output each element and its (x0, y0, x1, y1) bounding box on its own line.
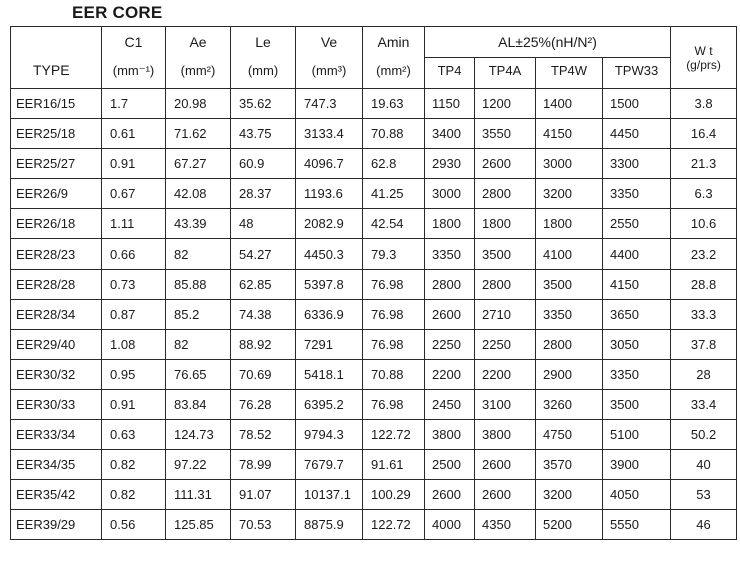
table-row (11, 480, 737, 510)
cell-le: 54.27 (231, 239, 296, 269)
cell-tp4w: 3260 (536, 389, 603, 419)
cell-le: 88.92 (231, 329, 296, 359)
page-title: EER CORE (72, 3, 163, 22)
cell-c1: 0.66 (102, 239, 166, 269)
cell-tp4w: 3350 (536, 299, 603, 329)
cell-type: EER28/23 (11, 239, 102, 269)
cell-amin: 62.8 (363, 149, 425, 179)
cell-type: EER34/35 (11, 450, 102, 480)
cell-wt: 53 (671, 480, 737, 510)
cell-wt: 50.2 (671, 420, 737, 450)
cell-ae: 20.98 (166, 89, 231, 119)
col-header-tpw33: TPW33 (603, 58, 671, 89)
col-header-type-label: TYPE (33, 62, 70, 78)
cell-type: EER28/28 (11, 269, 102, 299)
cell-tp4: 3000 (425, 179, 475, 209)
cell-amin: 70.88 (363, 359, 425, 389)
col-header-ve: Ve (296, 27, 363, 58)
cell-tp4w: 5200 (536, 510, 603, 540)
cell-le: 60.9 (231, 149, 296, 179)
cell-tp4: 2930 (425, 149, 475, 179)
cell-ae: 85.2 (166, 299, 231, 329)
col-header-le: Le (231, 27, 296, 58)
cell-tp4w: 1800 (536, 209, 603, 239)
table-row (11, 420, 737, 450)
cell-amin: 76.98 (363, 389, 425, 419)
table-row (11, 119, 737, 149)
cell-ve: 4096.7 (296, 149, 363, 179)
col-header-tp4w: TP4W (536, 58, 603, 89)
cell-tpw33: 4450 (603, 119, 671, 149)
cell-ae: 71.62 (166, 119, 231, 149)
cell-ve: 9794.3 (296, 420, 363, 450)
cell-le: 76.28 (231, 389, 296, 419)
cell-wt: 28 (671, 359, 737, 389)
cell-tp4a: 2250 (475, 329, 536, 359)
col-unit-c1: (mm⁻¹) (102, 58, 166, 89)
cell-tpw33: 5100 (603, 420, 671, 450)
cell-c1: 0.82 (102, 450, 166, 480)
cell-wt: 16.4 (671, 119, 737, 149)
cell-tpw33: 3500 (603, 389, 671, 419)
cell-tp4a: 2800 (475, 269, 536, 299)
cell-tp4a: 3100 (475, 389, 536, 419)
cell-tp4w: 1400 (536, 89, 603, 119)
cell-le: 74.38 (231, 299, 296, 329)
cell-tp4a: 2800 (475, 179, 536, 209)
cell-ve: 4450.3 (296, 239, 363, 269)
eer-core-table (10, 26, 737, 540)
cell-c1: 0.91 (102, 389, 166, 419)
cell-c1: 0.61 (102, 119, 166, 149)
cell-tp4a: 3550 (475, 119, 536, 149)
col-header-amin: Amin (363, 27, 425, 58)
cell-tp4: 2800 (425, 269, 475, 299)
cell-amin: 79.3 (363, 239, 425, 269)
cell-tp4a: 1200 (475, 89, 536, 119)
header-row-units (11, 58, 737, 89)
cell-wt: 40 (671, 450, 737, 480)
cell-le: 78.99 (231, 450, 296, 480)
cell-ae: 82 (166, 239, 231, 269)
cell-ae: 125.85 (166, 510, 231, 540)
cell-tp4a: 1800 (475, 209, 536, 239)
cell-c1: 0.95 (102, 359, 166, 389)
cell-type: EER29/40 (11, 329, 102, 359)
cell-c1: 0.63 (102, 420, 166, 450)
cell-amin: 122.72 (363, 420, 425, 450)
cell-c1: 0.91 (102, 149, 166, 179)
table-row (11, 359, 737, 389)
col-header-wt-unit: (g/prs) (686, 57, 721, 72)
cell-ae: 85.88 (166, 269, 231, 299)
cell-tp4: 2250 (425, 329, 475, 359)
cell-le: 91.07 (231, 480, 296, 510)
cell-tp4: 2600 (425, 299, 475, 329)
cell-le: 28.37 (231, 179, 296, 209)
cell-le: 48 (231, 209, 296, 239)
table-row (11, 149, 737, 179)
cell-tpw33: 1500 (603, 89, 671, 119)
cell-ve: 8875.9 (296, 510, 363, 540)
cell-tp4a: 3800 (475, 420, 536, 450)
col-header-al: AL±25%(nH/N²) (425, 27, 671, 58)
cell-type: EER39/29 (11, 510, 102, 540)
cell-amin: 42.54 (363, 209, 425, 239)
cell-tp4a: 2710 (475, 299, 536, 329)
cell-tpw33: 4050 (603, 480, 671, 510)
cell-type: EER30/33 (11, 389, 102, 419)
cell-ve: 10137.1 (296, 480, 363, 510)
col-unit-ve: (mm³) (296, 58, 363, 89)
cell-type: EER33/34 (11, 420, 102, 450)
cell-amin: 70.88 (363, 119, 425, 149)
cell-tp4: 1150 (425, 89, 475, 119)
cell-type: EER30/32 (11, 359, 102, 389)
cell-tp4w: 3000 (536, 149, 603, 179)
cell-type: EER26/18 (11, 209, 102, 239)
table-row (11, 209, 737, 239)
cell-tp4a: 3500 (475, 239, 536, 269)
cell-le: 62.85 (231, 269, 296, 299)
cell-c1: 1.08 (102, 329, 166, 359)
table-row (11, 269, 737, 299)
cell-ve: 5397.8 (296, 269, 363, 299)
col-unit-le: (mm) (231, 58, 296, 89)
cell-tp4w: 3200 (536, 179, 603, 209)
cell-tp4: 3800 (425, 420, 475, 450)
cell-tp4: 2600 (425, 480, 475, 510)
cell-wt: 33.3 (671, 299, 737, 329)
header-row-labels (11, 27, 737, 58)
col-unit-ae: (mm²) (166, 58, 231, 89)
cell-ve: 7679.7 (296, 450, 363, 480)
cell-le: 35.62 (231, 89, 296, 119)
cell-amin: 76.98 (363, 269, 425, 299)
cell-tp4w: 2900 (536, 359, 603, 389)
col-header-type (11, 27, 102, 89)
cell-ve: 2082.9 (296, 209, 363, 239)
cell-ae: 111.31 (166, 480, 231, 510)
cell-ve: 1193.6 (296, 179, 363, 209)
cell-type: EER25/27 (11, 149, 102, 179)
cell-tp4a: 2600 (475, 450, 536, 480)
cell-tpw33: 3900 (603, 450, 671, 480)
cell-wt: 3.8 (671, 89, 737, 119)
cell-tpw33: 3650 (603, 299, 671, 329)
cell-tp4w: 3500 (536, 269, 603, 299)
col-header-wt (671, 27, 737, 89)
cell-amin: 41.25 (363, 179, 425, 209)
col-header-tp4: TP4 (425, 58, 475, 89)
cell-le: 70.69 (231, 359, 296, 389)
cell-tp4w: 4150 (536, 119, 603, 149)
cell-tpw33: 4400 (603, 239, 671, 269)
cell-wt: 37.8 (671, 329, 737, 359)
cell-amin: 76.98 (363, 329, 425, 359)
cell-tp4: 3350 (425, 239, 475, 269)
cell-c1: 1.11 (102, 209, 166, 239)
cell-tp4: 1800 (425, 209, 475, 239)
col-header-ae: Ae (166, 27, 231, 58)
cell-ae: 76.65 (166, 359, 231, 389)
table-row (11, 239, 737, 269)
cell-tp4: 3400 (425, 119, 475, 149)
table-body (11, 89, 737, 540)
cell-tp4w: 4100 (536, 239, 603, 269)
cell-le: 78.52 (231, 420, 296, 450)
cell-type: EER28/34 (11, 299, 102, 329)
cell-ve: 6336.9 (296, 299, 363, 329)
cell-wt: 21.3 (671, 149, 737, 179)
cell-ae: 82 (166, 329, 231, 359)
cell-amin: 19.63 (363, 89, 425, 119)
cell-wt: 28.8 (671, 269, 737, 299)
cell-tp4a: 4350 (475, 510, 536, 540)
cell-amin: 100.29 (363, 480, 425, 510)
cell-tp4w: 2800 (536, 329, 603, 359)
cell-wt: 6.3 (671, 179, 737, 209)
cell-c1: 1.7 (102, 89, 166, 119)
cell-tp4: 2200 (425, 359, 475, 389)
cell-tpw33: 2550 (603, 209, 671, 239)
col-unit-amin: (mm²) (363, 58, 425, 89)
table-row (11, 510, 737, 540)
col-header-c1: C1 (102, 27, 166, 58)
cell-ve: 5418.1 (296, 359, 363, 389)
cell-tp4w: 3570 (536, 450, 603, 480)
cell-type: EER26/9 (11, 179, 102, 209)
cell-wt: 10.6 (671, 209, 737, 239)
cell-ae: 67.27 (166, 149, 231, 179)
table-row (11, 89, 737, 119)
table-row (11, 329, 737, 359)
col-header-wt-label: W t (694, 43, 713, 58)
cell-ve: 6395.2 (296, 389, 363, 419)
cell-tp4: 4000 (425, 510, 475, 540)
cell-tp4w: 4750 (536, 420, 603, 450)
cell-tp4: 2450 (425, 389, 475, 419)
cell-tpw33: 4150 (603, 269, 671, 299)
cell-c1: 0.67 (102, 179, 166, 209)
cell-ve: 747.3 (296, 89, 363, 119)
cell-ve: 7291 (296, 329, 363, 359)
cell-tpw33: 3050 (603, 329, 671, 359)
cell-ae: 42.08 (166, 179, 231, 209)
cell-tpw33: 5550 (603, 510, 671, 540)
cell-tp4a: 2600 (475, 480, 536, 510)
cell-c1: 0.87 (102, 299, 166, 329)
cell-c1: 0.82 (102, 480, 166, 510)
cell-tp4w: 3200 (536, 480, 603, 510)
table-row (11, 179, 737, 209)
cell-wt: 33.4 (671, 389, 737, 419)
cell-ae: 124.73 (166, 420, 231, 450)
cell-le: 70.53 (231, 510, 296, 540)
cell-ae: 43.39 (166, 209, 231, 239)
cell-c1: 0.73 (102, 269, 166, 299)
cell-ve: 3133.4 (296, 119, 363, 149)
cell-wt: 46 (671, 510, 737, 540)
cell-tpw33: 3350 (603, 179, 671, 209)
table-row (11, 299, 737, 329)
cell-amin: 76.98 (363, 299, 425, 329)
cell-tp4a: 2600 (475, 149, 536, 179)
cell-type: EER35/42 (11, 480, 102, 510)
col-header-tp4a: TP4A (475, 58, 536, 89)
cell-amin: 91.61 (363, 450, 425, 480)
cell-le: 43.75 (231, 119, 296, 149)
table-row (11, 389, 737, 419)
cell-amin: 122.72 (363, 510, 425, 540)
cell-c1: 0.56 (102, 510, 166, 540)
cell-wt: 23.2 (671, 239, 737, 269)
cell-ae: 83.84 (166, 389, 231, 419)
cell-type: EER25/18 (11, 119, 102, 149)
cell-tpw33: 3300 (603, 149, 671, 179)
cell-type: EER16/15 (11, 89, 102, 119)
cell-tpw33: 3350 (603, 359, 671, 389)
cell-tp4: 2500 (425, 450, 475, 480)
cell-ae: 97.22 (166, 450, 231, 480)
table-row (11, 450, 737, 480)
cell-tp4a: 2200 (475, 359, 536, 389)
